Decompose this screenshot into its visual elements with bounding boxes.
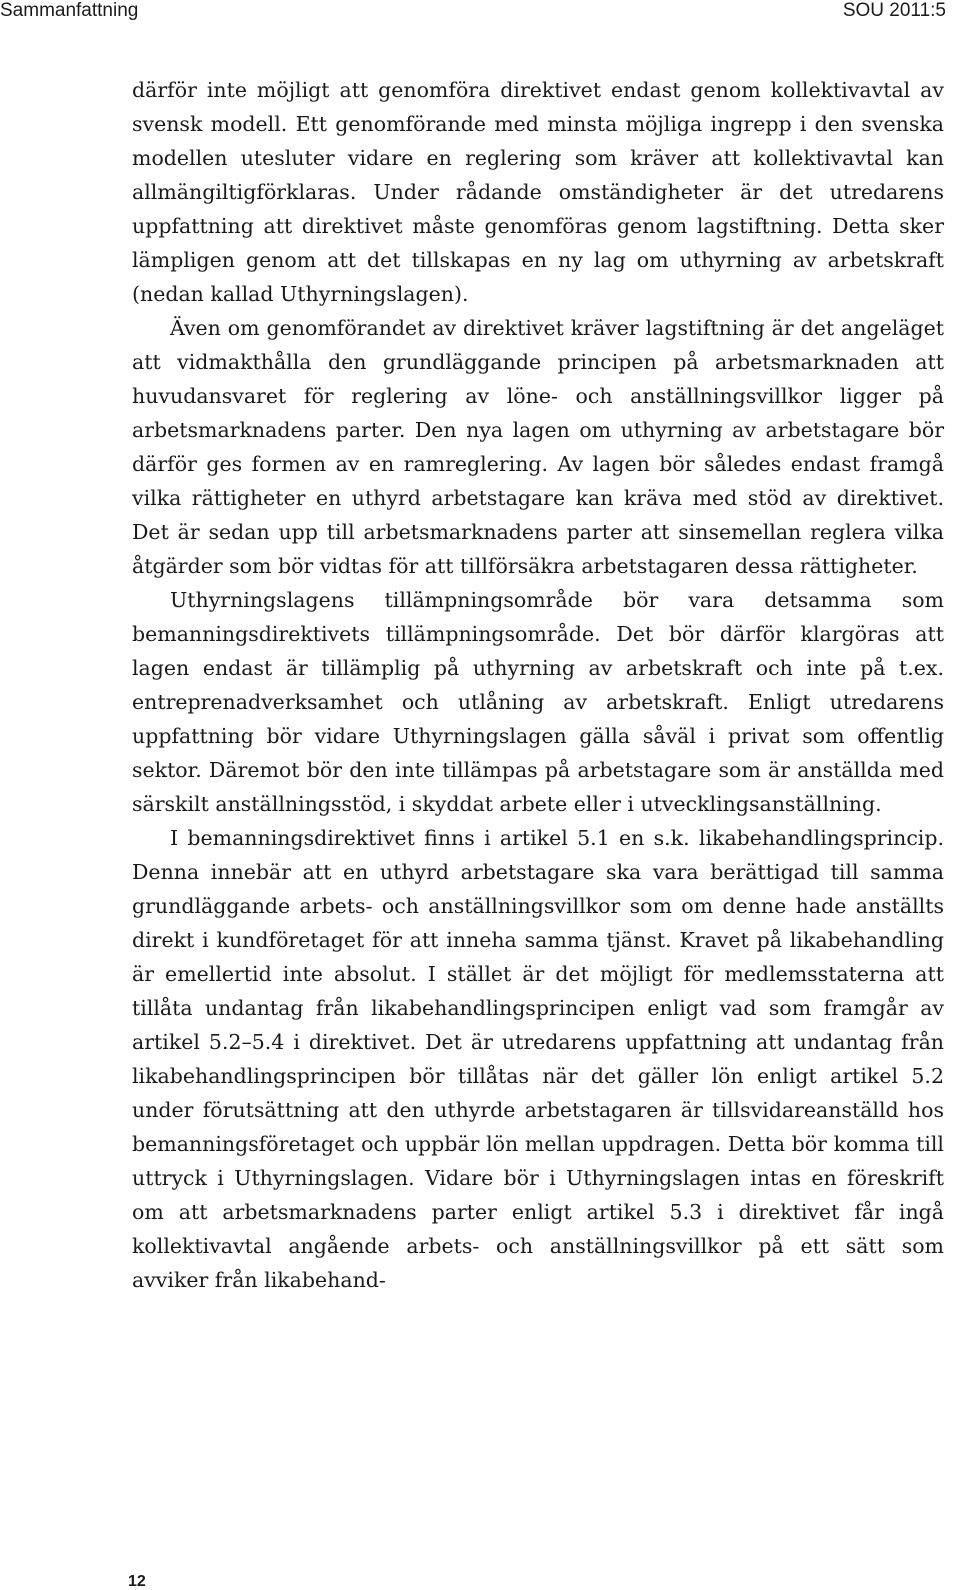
body-text [132, 73, 944, 1297]
paragraph: därför inte möjligt att genomföra direktivet endast genom kollektivavtal av svensk modell. Ett genomförande med minsta möjliga ingrepp i den svenska modellen utesluter vidare en reglering som kräver att kollektivavtal kan allmängiltigförklaras. Under rådande omständigheter är det utredarens uppfattning att direktivet måste genomföras genom lagstiftning. Detta sker lämpligen genom att det tillskapas en ny lag om uthyrning av arbetskraft (nedan kallad Uthyrningslagen). [132, 78, 944, 306]
paragraph: I bemanningsdirektivet finns i artikel 5.1 en s.k. likabehandlingsprincip. Denna innebär att en uthyrd arbetstagare ska vara berättigad till samma grundläggande arbets- och anställningsvillkor som om denne hade anställts direkt i kundföretaget för att inneha samma tjänst. Kravet på likabehandling är emellertid inte absolut. I stället är det möjligt för medlemsstaterna att tillåta undantag från likabehandlingsprincipen enligt vad som framgår av artikel 5.2–5.4 i direktivet. Det är utredarens uppfattning att undantag från likabehandlingsprincipen bör tillåtas när det gäller lön enligt artikel 5.2 under förutsättning att den uthyrde arbetstagaren är tillsvidareanställd hos bemanningsföretaget och uppbär lön mellan uppdragen. Detta bör komma till uttryck i Uthyrningslagen. Vidare bör i Uthyrningslagen intas en föreskrift om att arbetsmarknadens parter enligt artikel 5.3 i direktivet får ingå kollektivavtal angående arbets- och anställningsvillkor på ett sätt som avviker från likabehand- [132, 826, 944, 1292]
running-header [0, 0, 960, 22]
section-title: Sammanfattning [0, 0, 139, 21]
page-number: 12 [128, 1573, 146, 1590]
paragraph: Uthyrningslagens tillämpningsområde bör vara detsamma som bemanningsdirektivets tillämpningsområde. Det bör därför klargöras att lagen endast är tillämplig på uthyrning av arbetskraft och inte på t.ex. entreprenadverksamhet och utlåning av arbetskraft. Enligt utredarens uppfattning bör vidare Uthyrningslagen gälla såväl i privat som offentlig sektor. Däremot bör den inte tillämpas på arbetstagare som är anställda med särskilt anställningsstöd, i skyddat arbete eller i utvecklingsanställning. [132, 588, 944, 816]
paragraph: Även om genomförandet av direktivet kräver lagstiftning är det angeläget att vidmakthålla den grundläggande principen på arbetsmarknaden att huvudansvaret för reglering av löne- och anställningsvillkor ligger på arbetsmarknadens parter. Den nya lagen om uthyrning av arbetstagare bör därför ges formen av en ramreglering. Av lagen bör således endast framgå vilka rättigheter en uthyrd arbetstagare kan kräva med stöd av direktivet. Det är sedan upp till arbetsmarknadens parter att sinsemellan reglera vilka åtgärder som bör vidtas för att tillförsäkra arbetstagaren dessa rättigheter. [132, 316, 944, 578]
report-id: SOU 2011:5 [842, 0, 946, 21]
